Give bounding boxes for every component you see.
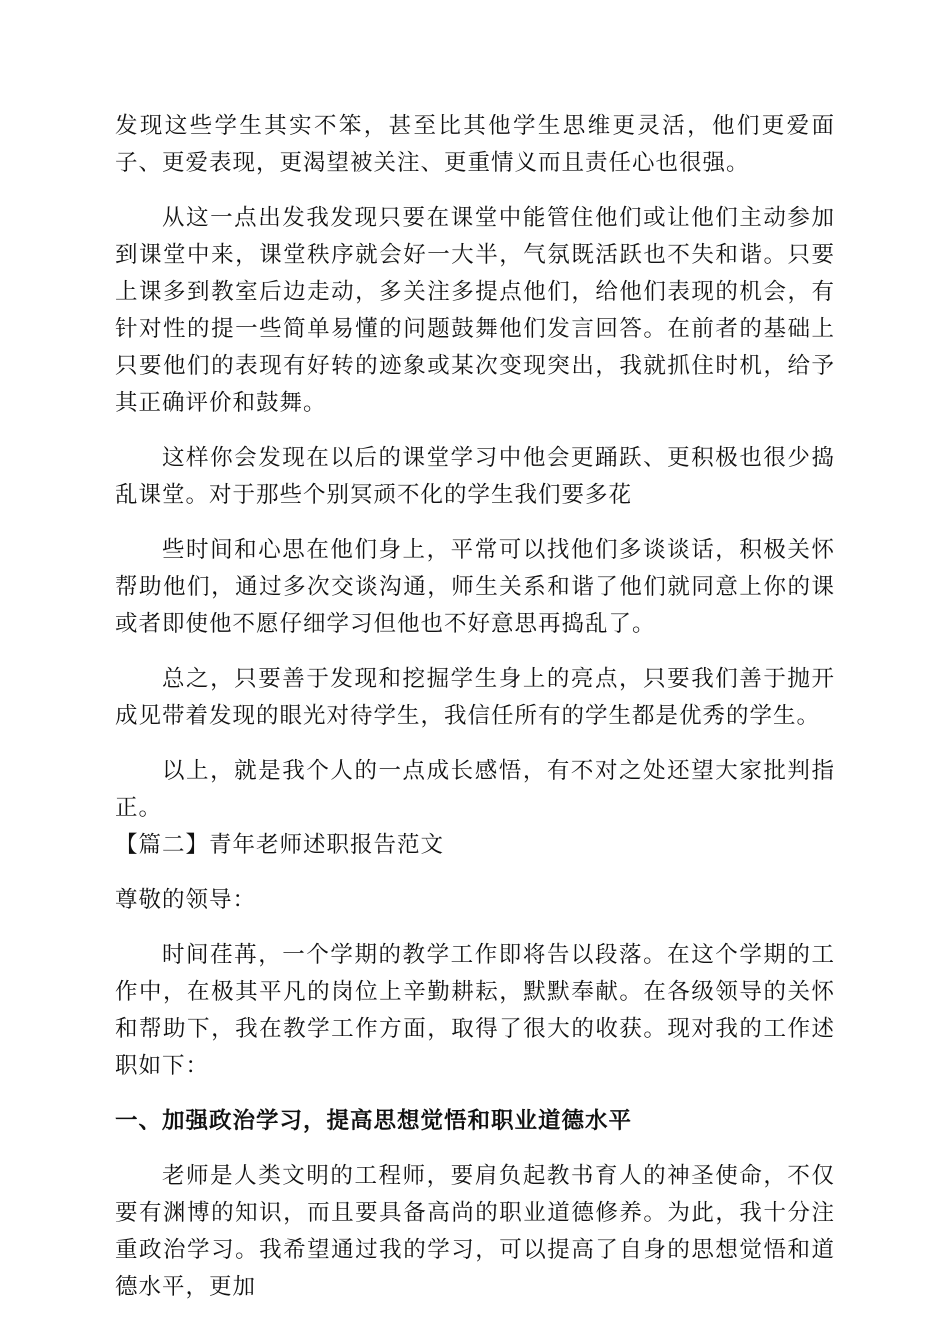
document-page xyxy=(115,108,835,1306)
salutation: 尊敬的领导： xyxy=(115,887,257,913)
intro-paragraph: 时间荏苒，一个学期的教学工作即将告以段落。在这个学期的工作中，在极其平凡的岗位上辛勤耕耘，默默奉献。在各级领导的关怀和帮助下，我在教学工作方面，取得了很大的收获。现对我的工作述职如下： xyxy=(115,942,835,1079)
paragraph-5: 总之，只要善于发现和挖掘学生身上的亮点，只要我们善于抛开成见带着发现的眼光对待学生，我信任所有的学生都是优秀的学生。 xyxy=(115,666,835,729)
paragraph-6: 以上，就是我个人的一点成长感悟，有不对之处还望大家批判指正。 xyxy=(115,758,835,821)
body-paragraph-1: 老师是人类文明的工程师，要肩负起教书育人的神圣使命，不仅要有渊博的知识，而且要具备高尚的职业道德修养。为此，我十分注重政治学习。我希望通过我的学习，可以提高了自身的思想觉悟和道德水平，更加 xyxy=(115,1163,835,1300)
paragraph-2: 从这一点出发我发现只要在课堂中能管住他们或让他们主动参加到课堂中来，课堂秩序就会好一大半，气氛既活跃也不失和谐。只要上课多到教室后边走动，多关注多提点他们，给他们表现的机会，有针对性的提一些简单易懂的问题鼓舞他们发言回答。在前者的基础上只要他们的表现有好转的迹象或某次变现突出，我就抓住时机，给予其正确评价和鼓舞。 xyxy=(115,205,835,416)
paragraph-3: 这样你会发现在以后的课堂学习中他会更踊跃、更积极也很少捣乱课堂。对于那些个别冥顽不化的学生我们要多花 xyxy=(115,445,835,508)
paragraph-4: 些时间和心思在他们身上，平常可以找他们多谈谈话，积极关怀帮助他们，通过多次交谈沟通，师生关系和谐了他们就同意上你的课或者即使他不愿仔细学习但他也不好意思再捣乱了。 xyxy=(115,537,835,637)
heading-1: 一、加强政治学习，提高思想觉悟和职业道德水平 xyxy=(115,1108,633,1134)
section-title: 【篇二】青年老师述职报告范文 xyxy=(115,832,445,858)
paragraph-1: 发现这些学生其实不笨，甚至比其他学生思维更灵活，他们更爱面子、更爱表现，更渴望被关注、更重情义而且责任心也很强。 xyxy=(115,113,835,176)
